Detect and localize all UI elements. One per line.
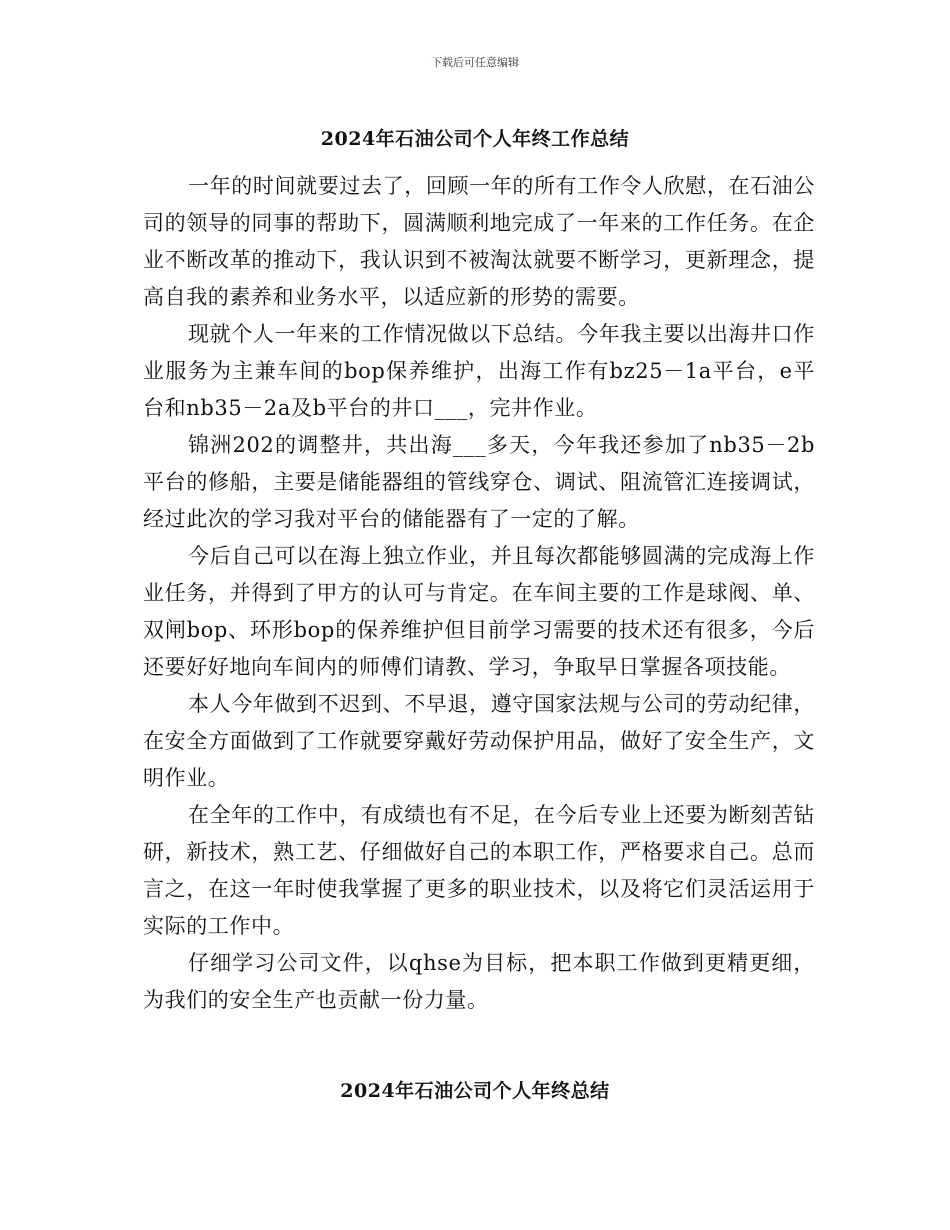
- paragraph: 一年的时间就要过去了，回顾一年的所有工作令人欣慰，在石油公司的领导的同事的帮助下，圆满顺利地完成了一年来的工作任务。在企业不断改革的推动下，我认识到不被淘汰就要不断学习，更新理念，提高自我的素养和业务水平，以适应新的形势的需要。: [143, 174, 815, 309]
- paragraph: 本人今年做到不迟到、不早退，遵守国家法规与公司的劳动纪律，在安全方面做到了工作就要穿戴好劳动保护用品，做好了安全生产，文明作业。: [143, 692, 815, 790]
- paragraph: 现就个人一年来的工作情况做以下总结。今年我主要以出海井口作业服务为主兼车间的bop保养维护，出海工作有bz25－1a平台，e平台和nb35－2a及b平台的井口___，完井作业。: [143, 322, 815, 420]
- paragraph: 今后自己可以在海上独立作业，并且每次都能够圆满的完成海上作业任务，并得到了甲方的认可与肯定。在车间主要的工作是球阀、单、双闸bop、环形bop的保养维护但目前学习需要的技术还有很多，今后还要好好地向车间内的师傅们请教、学习，争取早日掌握各项技能。: [143, 544, 815, 679]
- header-note: 下载后可任意编辑: [431, 56, 519, 69]
- paragraph: 仔细学习公司文件，以qhse为目标，把本职工作做到更精更细，为我们的安全生产也贡献一份力量。: [143, 951, 815, 1012]
- document-body: [143, 168, 815, 1019]
- paragraph: 锦洲202的调整井，共出海___多天，今年我还参加了nb35－2b平台的修船，主要是储能器组的管线穿仓、调试、阻流管汇连接调试，经过此次的学习我对平台的储能器有了一定的了解。: [143, 433, 815, 531]
- document-title: 2024年石油公司个人年终工作总结: [320, 128, 630, 150]
- paragraph: 在全年的工作中，有成绩也有不足，在今后专业上还要为断刻苦钻研，新技术，熟工艺、仔细做好自己的本职工作，严格要求自己。总而言之，在这一年时使我掌握了更多的职业技术，以及将它们灵活运用于实际的工作中。: [143, 803, 815, 938]
- section-title: 2024年石油公司个人年终总结: [340, 1080, 610, 1102]
